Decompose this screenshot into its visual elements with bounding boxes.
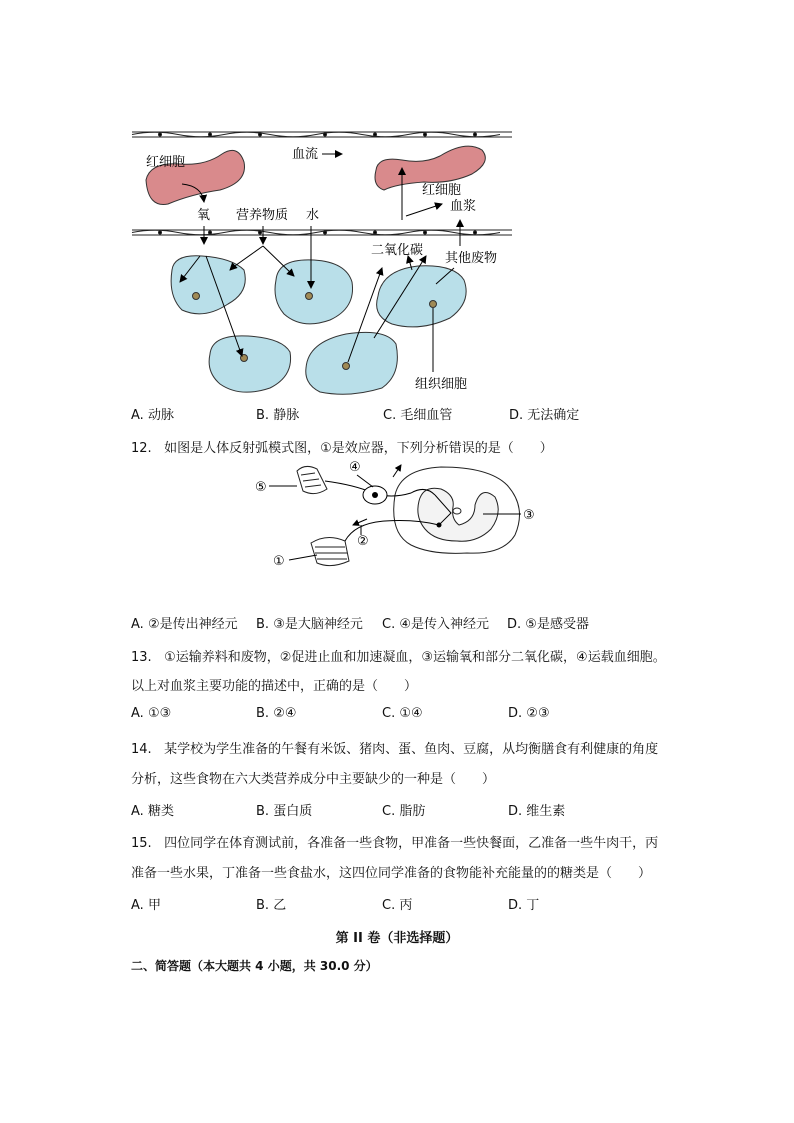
tissue-cell-4 — [306, 332, 398, 394]
q15-stem-line2: 准备一些水果，丁准备一些食盐水，这四位同学准备的食物能补充能量的的糖类是（ ） — [131, 866, 652, 881]
label-tissue-cell: 组织细胞 — [415, 377, 468, 392]
q11-option-d: D. 无法确定 — [509, 408, 580, 423]
q15-option-a: A. 甲 — [131, 898, 161, 913]
q11-option-a: A. 动脉 — [131, 408, 174, 423]
label-other-waste: 其他废物 — [445, 251, 498, 266]
tissue-cell-5 — [377, 266, 467, 327]
q12-option-d: D. ⑤是感受器 — [507, 617, 589, 632]
q14-stem-line1: 14. 某学校为学生准备的午餐有米饭、猪肉、蛋、鱼肉、豆腐，从均衡膳食有利健康的角度 — [131, 742, 659, 757]
q13-option-d: D. ②③ — [508, 706, 550, 721]
label-rbc-right: 红细胞 — [422, 183, 462, 198]
reflex-label-5: ⑤ — [255, 480, 267, 495]
capillary-wall-bottom — [132, 230, 512, 235]
q14-option-d: D. 维生素 — [508, 804, 566, 819]
q12-option-a: A. ②是传出神经元 — [131, 617, 238, 632]
q14-option-b: B. 蛋白质 — [256, 804, 313, 819]
reflex-arc-figure — [245, 455, 555, 580]
q12-option-c: C. ④是传入神经元 — [382, 617, 490, 632]
label-blood-flow: 血流 — [292, 147, 319, 162]
label-oxygen: 氧 — [197, 208, 211, 223]
capillary-wall-top — [132, 132, 512, 137]
q12-option-b: B. ③是大脑神经元 — [256, 617, 363, 632]
reflex-label-4: ④ — [349, 460, 361, 475]
q13-option-b: B. ②④ — [256, 706, 297, 721]
q15-option-d: D. 丁 — [508, 898, 540, 913]
q11-option-c: C. 毛细血管 — [383, 408, 453, 423]
spinal-cord — [394, 467, 520, 553]
label-co2: 二氧化碳 — [371, 243, 424, 258]
section-heading: 二、简答题（本大题共 4 小题，共 30.0 分） — [131, 959, 378, 973]
q13-stem-line2: 以上对血浆主要功能的描述中，正确的是（ ） — [131, 679, 418, 694]
q15-option-c: C. 丙 — [382, 898, 413, 913]
reflex-label-3: ③ — [523, 508, 535, 523]
q12-stem: 12. 如图是人体反射弧模式图，①是效应器，下列分析错误的是（ ） — [131, 441, 553, 456]
tissue-cell-1 — [171, 256, 245, 314]
section-title: 第 II 卷（非选择题） — [335, 931, 459, 946]
tissue-cell-3 — [209, 336, 290, 392]
label-nutrients: 营养物质 — [236, 208, 289, 223]
q11-option-b: B. 静脉 — [256, 408, 300, 423]
capillary-exchange-figure — [120, 120, 540, 400]
q15-option-b: B. 乙 — [256, 898, 287, 913]
reflex-label-1: ① — [273, 554, 285, 569]
q14-option-a: A. 糖类 — [131, 804, 174, 819]
receptor-skin — [297, 466, 327, 493]
label-water: 水 — [306, 208, 320, 223]
q15-stem-line1: 15. 四位同学在体育测试前，各准备一些食物，甲准备一些快餐面，乙准备一些牛肉干，丙 — [131, 836, 659, 851]
q13-stem-line1: 13. ①运输养料和废物，②促进止血和加速凝血，③运输氧和部分二氧化碳，④运载血细胞。 — [131, 650, 666, 665]
q14-option-c: C. 脂肪 — [382, 804, 426, 819]
q13-option-a: A. ①③ — [131, 706, 172, 721]
reflex-label-2: ② — [357, 534, 369, 549]
q13-option-c: C. ①④ — [382, 706, 423, 721]
label-rbc-left: 红细胞 — [146, 155, 186, 170]
label-plasma: 血浆 — [450, 199, 477, 214]
q14-stem-line2: 分析，这些食物在六大类营养成分中主要缺少的一种是（ ） — [131, 772, 496, 787]
effector-muscle — [311, 537, 349, 565]
